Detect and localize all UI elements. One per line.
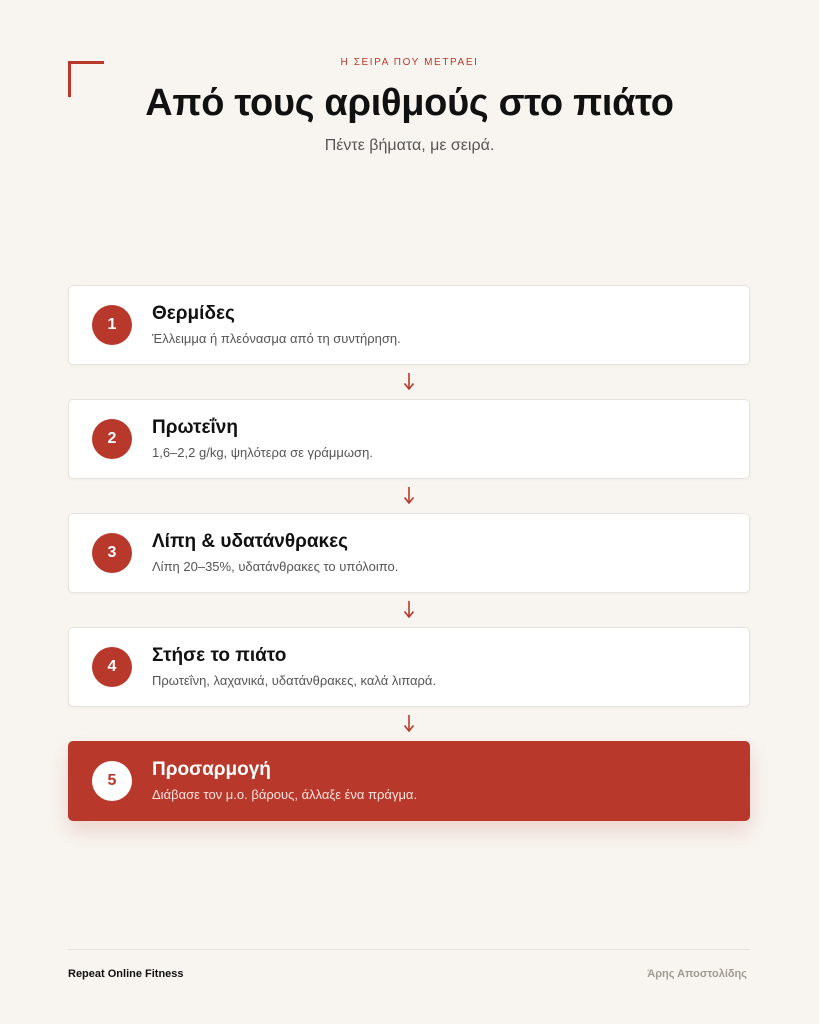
footer-brand: Repeat Online Fitness (68, 968, 184, 980)
step-description: Έλλειμμα ή πλεόνασμα από τη συντήρηση. (152, 331, 401, 346)
connector (68, 479, 750, 513)
eyebrow-label: Η ΣΕΙΡΑ ΠΟΥ ΜΕΤΡΑΕΙ (340, 57, 479, 68)
step-number-badge: 5 (92, 761, 132, 801)
footer-author: Άρης Αποστολίδης (647, 968, 747, 980)
step-text (152, 417, 373, 461)
step-title: Λίπη & υδατάνθρακες (152, 531, 349, 552)
step-card-3 (68, 513, 750, 593)
footer-divider (68, 949, 750, 950)
arrow-down-icon (403, 715, 415, 733)
step-text (152, 531, 398, 575)
step-text (152, 645, 436, 689)
step-title: Θερμίδες (152, 303, 235, 324)
step-title: Προσαρμογή (152, 759, 271, 780)
connector (68, 365, 750, 399)
step-card-2 (68, 399, 750, 479)
step-number-badge: 3 (92, 533, 132, 573)
arrow-down-icon (403, 601, 415, 619)
step-description: Λίπη 20–35%, υδατάνθρακες το υπόλοιπο. (152, 559, 399, 574)
step-title: Στήσε το πιάτο (152, 645, 287, 666)
connector (68, 593, 750, 627)
page-subtitle: Πέντε βήματα, με σειρά. (324, 137, 495, 154)
connector (68, 707, 750, 741)
step-title: Πρωτεΐνη (152, 417, 238, 438)
step-card-4 (68, 627, 750, 707)
steps-flow (68, 285, 750, 821)
page-title: Από τους αριθμούς στο πιάτο (145, 82, 674, 124)
step-number-badge: 2 (92, 419, 132, 459)
step-text (152, 303, 401, 347)
step-number-badge: 1 (92, 305, 132, 345)
arrow-down-icon (403, 373, 415, 391)
step-description: 1,6–2,2 g/kg, ψηλότερα σε γράμμωση. (152, 445, 373, 460)
step-card-5 (68, 741, 750, 821)
step-number-badge: 4 (92, 647, 132, 687)
step-description: Διάβασε τον μ.ο. βάρους, άλλαξε ένα πράγμα. (152, 787, 418, 802)
arrow-down-icon (403, 487, 415, 505)
step-description: Πρωτεΐνη, λαχανικά, υδατάνθρακες, καλά λιπαρά. (152, 673, 437, 688)
step-text (152, 759, 417, 803)
step-card-1 (68, 285, 750, 365)
